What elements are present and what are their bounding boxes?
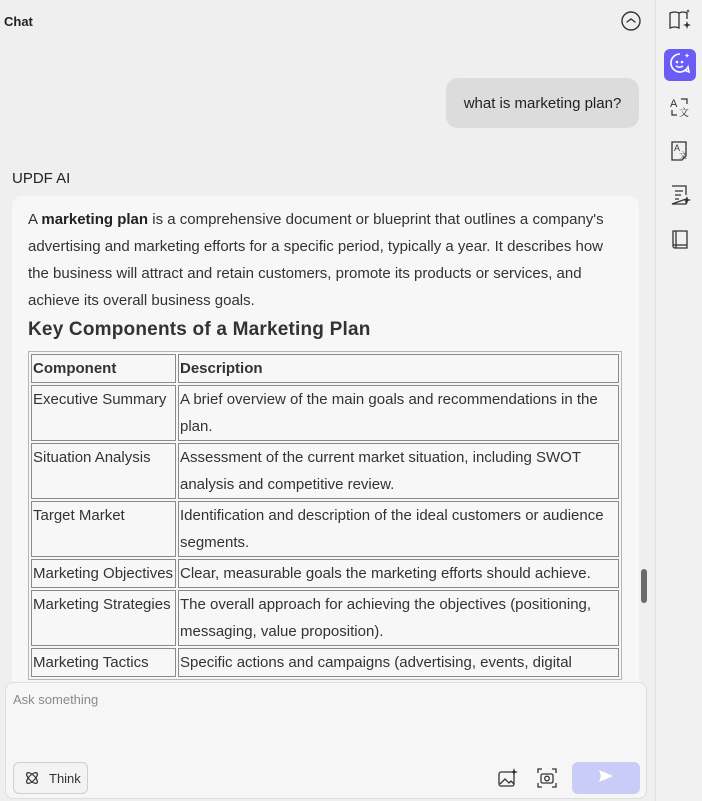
- table-cell-description: A brief overview of the main goals and recommendations in the plan.: [178, 385, 619, 441]
- components-table: [28, 351, 622, 680]
- chat-bot-icon: [669, 52, 691, 79]
- composer: [5, 682, 647, 799]
- history-clock-icon[interactable]: [620, 10, 642, 32]
- table-cell-description: Clear, measurable goals the marketing efforts should achieve.: [178, 559, 619, 588]
- table-header-cell: Component: [31, 354, 176, 383]
- book-icon: [669, 228, 691, 255]
- ask-input[interactable]: [13, 692, 633, 707]
- sidebar-item-translate[interactable]: [664, 93, 696, 125]
- ai-message: [12, 196, 639, 716]
- table-cell-component: Target Market: [31, 501, 176, 557]
- svg-text:文: 文: [679, 107, 689, 119]
- svg-text:A: A: [674, 142, 681, 153]
- intro-bold-term: marketing plan: [41, 211, 149, 228]
- table-cell-description: Identification and description of the ideal customers or audience segments.: [178, 501, 619, 557]
- sidebar-item-translate-doc[interactable]: [664, 137, 696, 169]
- table-cell-component: Situation Analysis: [31, 443, 176, 499]
- ai-sender-name: UPDF AI: [12, 170, 71, 187]
- table-cell-description: Specific actions and campaigns (advertising, events, digital: [178, 648, 619, 677]
- right-sidebar: [655, 0, 702, 801]
- table-row: [31, 385, 619, 441]
- screenshot-icon[interactable]: [536, 767, 558, 789]
- sidebar-item-book[interactable]: [664, 225, 696, 257]
- table-row: [31, 559, 619, 588]
- scrollbar-thumb[interactable]: [641, 569, 647, 603]
- chat-header: [0, 0, 655, 44]
- table-cell-component: Marketing Objectives: [31, 559, 176, 588]
- intro-prefix: A: [28, 211, 42, 228]
- table-row: [31, 648, 619, 677]
- intro-rest: is a comprehensive document or blueprint that outlines a company's advertising and marketing efforts for a specific period, typically a year. It describes how the business will attract and retain customers, promote its products or services, and achieve its overall business goals.: [28, 211, 604, 309]
- table-header-cell: Description: [178, 354, 619, 383]
- table-cell-component: Executive Summary: [31, 385, 176, 441]
- table-cell-description: Assessment of the current market situation, including SWOT analysis and competitive review.: [178, 443, 619, 499]
- translate-icon: [669, 96, 691, 123]
- sidebar-item-chat-bot[interactable]: [664, 49, 696, 81]
- atom-icon: [24, 770, 40, 786]
- table-cell-component: Marketing Tactics: [31, 648, 176, 677]
- svg-text:文: 文: [679, 150, 687, 160]
- sidebar-item-book-sparkle[interactable]: [664, 5, 696, 37]
- message-list[interactable]: [0, 44, 655, 671]
- table-row: [31, 501, 619, 557]
- table-header-row: [31, 354, 619, 383]
- image-sparkle-icon[interactable]: [497, 767, 519, 789]
- chat-title: Chat: [4, 14, 33, 29]
- summary-icon: [669, 184, 691, 211]
- think-label: Think: [49, 770, 81, 786]
- ai-heading: Key Components of a Marketing Plan: [28, 319, 371, 340]
- ai-intro-paragraph: [28, 206, 623, 314]
- sidebar-item-summary[interactable]: [664, 181, 696, 213]
- translate-doc-icon: [669, 140, 691, 167]
- think-button[interactable]: [13, 762, 88, 794]
- table-row: [31, 590, 619, 646]
- table-row: [31, 443, 619, 499]
- send-icon: [598, 769, 614, 788]
- table-cell-description: The overall approach for achieving the objectives (positioning, messaging, value proposition).: [178, 590, 619, 646]
- svg-text:A: A: [670, 97, 678, 110]
- send-button[interactable]: [572, 762, 640, 794]
- book-sparkle-icon: [668, 8, 692, 35]
- user-message: what is marketing plan?: [446, 78, 639, 128]
- table-cell-component: Marketing Strategies: [31, 590, 176, 646]
